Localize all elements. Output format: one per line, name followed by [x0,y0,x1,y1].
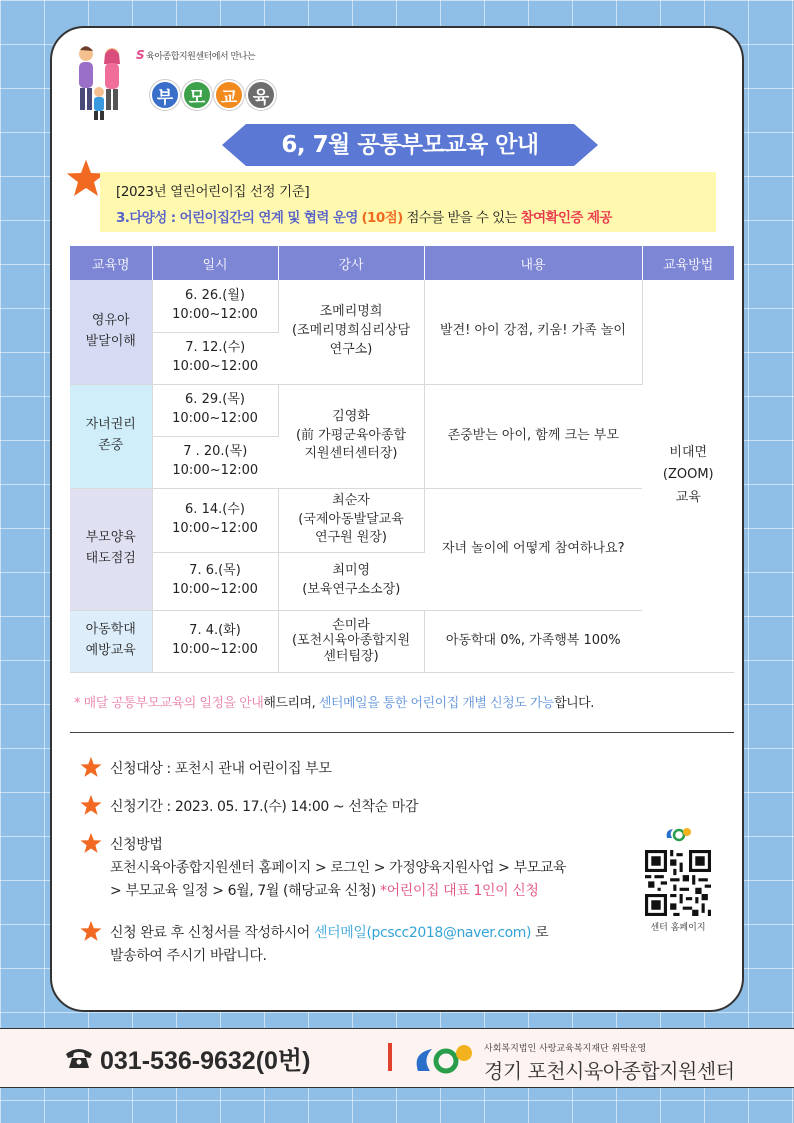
course-date: 6. 14.(수) 10:00~12:00 [152,488,278,552]
info-target: 신청대상 : 포천시 관내 어린이집 부모 [80,758,331,781]
course-content: 자녀 놀이에 어떻게 참여하나요? [424,488,642,610]
org-logo [412,1037,735,1083]
course-date: 7. 6.(목) 10:00~12:00 [152,552,278,610]
center-logo-icon [663,824,693,844]
logo-circle: 교 [214,80,244,110]
instructor: 조메리명희 (조메리명희심리상담 연구소) [278,280,424,384]
column-header: 일시 [152,246,278,280]
column-header: 강사 [278,246,424,280]
column-header: 교육명 [70,246,152,280]
logo-circles [150,80,276,110]
poster-card [50,26,744,1012]
course-date: 6. 26.(월) 10:00~12:00 [152,280,278,332]
table-row [70,488,734,552]
phone-number[interactable]: 031-536-9632(0번) [64,1041,310,1077]
table-header-row [70,246,734,280]
course-date: 7. 12.(수) 10:00~12:00 [152,332,278,384]
instructor: 최순자 (국제아동발달교육 연구원 원장) [278,488,424,552]
course-name: 자녀권리 존중 [70,384,152,488]
course-content: 발견! 아이 강점, 키움! 가족 놀이 [424,280,642,384]
logo-circle: 육 [246,80,276,110]
homepage-qr[interactable] [638,824,718,933]
monthly-note: * 매달 공통부모교육의 일정을 안내해드리며, 센터메일을 통한 어린이집 개별 신청도 가능합니다. [74,696,594,711]
divider [70,732,734,733]
column-header: 내용 [424,246,642,280]
org-name: 경기 포천시육아종합지원센터 [484,1059,735,1083]
page-title: 6, 7월 공통부모교육 안내 [281,132,539,158]
info-method: 신청방법 포천시육아종합지원센터 홈페이지 > 로그인 > 가정양육지원사업 > 부모교육 > 부모교육 일정 > 6월, 7월 (해당교육 신청) *어린이집 대표 1인이 신청 [80,834,566,903]
footer [0,1028,794,1088]
course-date: 7 . 20.(목) 10:00~12:00 [152,436,278,488]
criteria-heading: [2023년 열린어린이집 선정 기준] [116,184,310,200]
family-illustration [72,42,132,122]
org-subtitle: 사회복지법인 사랑교육복지재단 위탁운영 [484,1044,647,1054]
logo-circle: 모 [182,80,212,110]
qr-code-icon [645,850,711,916]
instructor: 손미라 (포천시육아종합지원 센터팀장) [278,610,424,672]
course-date: 6. 29.(목) 10:00~12:00 [152,384,278,436]
program-logo [72,42,302,122]
title-banner [222,124,598,166]
course-content: 아동학대 0%, 가족행복 100% [424,610,642,672]
course-date: 7. 4.(화) 10:00~12:00 [152,610,278,672]
info-period: 신청기간 : 2023. 05. 17.(수) 14:00 ~ 선착순 마감 [80,796,418,819]
course-name: 부모양육 태도점검 [70,488,152,610]
center-logo-icon [412,1037,478,1079]
star-icon [80,832,102,854]
center-email-link[interactable]: 센터메일(pcscc2018@naver.com) [314,925,532,941]
qr-label: 센터 홈페이지 [650,923,706,933]
course-name: 아동학대 예방교육 [70,610,152,672]
criteria-box [100,172,716,232]
instructor: 최미영 (보육연구소소장) [278,552,424,610]
star-icon [80,756,102,778]
criteria-text: 3.다양성 : 어린이집간의 연계 및 협력 운영 (10점) 점수를 받을 수 있는 참여확인증 제공 [116,210,612,226]
table-row [70,384,734,436]
star-icon [80,794,102,816]
phone-icon [64,1047,94,1069]
course-content: 존중받는 아이, 함께 크는 부모 [424,384,642,488]
logo-subtitle: S 육아종합지원센터에서 만나는 [136,48,256,62]
logo-circle: 부 [150,80,180,110]
course-method: 비대면 (ZOOM) 교육 [642,280,734,672]
instructor: 김영화 (前 가평군육아종합 지원센터센터장) [278,384,424,488]
info-submit: 신청 완료 후 신청서를 작성하시어 센터메일(pcscc2018@naver.com) 로 발송하여 주시기 바랍니다. [80,922,548,968]
schedule-table [70,246,734,673]
star-icon [80,920,102,942]
table-row [70,280,734,332]
course-name: 영유아 발달이해 [70,280,152,384]
footer-separator [388,1043,392,1071]
column-header: 교육방법 [642,246,734,280]
table-row [70,610,734,672]
